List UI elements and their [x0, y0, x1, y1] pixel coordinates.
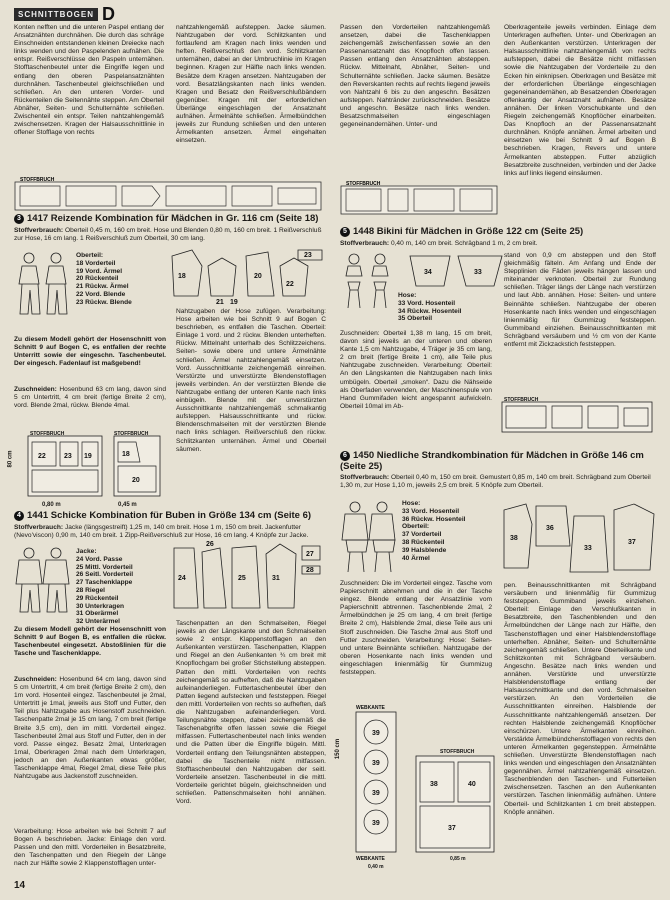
part-item: 28 Riegel — [76, 586, 105, 594]
section-3-model-sketch — [14, 250, 72, 325]
part-item: 33 Vord. Hosenteil — [398, 299, 456, 307]
part-item: 25 Mittl. Vorderteil — [76, 563, 133, 571]
svg-text:19: 19 — [84, 453, 92, 460]
section-5-fold-label: STOFFBRUCH — [504, 397, 539, 403]
svg-text:39: 39 — [372, 820, 380, 827]
section-4-material — [14, 524, 326, 540]
part-item: 35 Oberteil — [398, 315, 433, 323]
svg-text:40: 40 — [468, 781, 476, 788]
section-6-title-text: 1450 Niedliche Strandkombination für Mädchen in Größe 146 cm (Seite 25) — [340, 450, 644, 472]
svg-text:37: 37 — [628, 539, 636, 546]
section-6-dim-width-2: 0,85 m — [450, 856, 466, 862]
section-4-verarbeitung: Verarbeitung: Hose arbeiten wie bei Schnitt 7 auf Bogen A beschrieben. Jacke: Einlage den vord. Passen und den mittl. Vorderteilen in Besatzbreite, den Taschenpatten und den Riegeln der Länge nach zur Hälfte sowie 2 Klappenstofflagen unter- — [14, 828, 166, 868]
section-6-model-sketch — [340, 500, 398, 579]
section-5-material — [340, 240, 656, 248]
part-item: 33 Vord. Hosenteil — [402, 507, 460, 515]
section-3-material — [14, 227, 324, 243]
section-3-instructions: Nahtzugaben der Hose zufügen. Verarbeitung: Hose arbeiten wie bei Schnitt 9 auf Bogen C beschrieben, es entfallen die Taschen. Oberteil: Einlage 1 vord. und 2 rückw. Blenden unterheften. Rückw. Mittelnaht unterhalb des Schlitzzeichens. Seiten- sowie obere und untere Ärmelnähte schließen. Ärmel nahtzahlengemäß einsetzen. Vord. Ausschnittkante zeichengemäß einreihen. Verstürzte und unverstürzte Blendenstofflagen jeweils verbinden. An der verstürzten Blende die Nahtzugabe entlang der unteren Kante nach links einbügeln. Blende mit der unverstürzten Ausschnittkante nahtzahlengemäß schmalkantig aufsteppen. Halsausschnittkante und rückw. Blendenschmalseiten mit der verstürzten Blende nach links schlagen. Reißverschluß den rückw. Schlitzkanten unternähen. Ärmel und Oberteil säumen. — [176, 308, 326, 453]
svg-text:19: 19 — [230, 299, 238, 306]
svg-text:38: 38 — [510, 535, 518, 542]
svg-text:25: 25 — [238, 575, 246, 582]
part-item: 39 Halsblende — [402, 546, 447, 554]
header-tag: SCHNITTBOGEN — [14, 8, 98, 21]
section-3-dim-width-2: 0,45 m — [118, 502, 137, 508]
svg-text:23: 23 — [64, 453, 72, 460]
section-6-weband-label-top: WEBKANTE — [356, 705, 385, 711]
part-item: 23 Rückw. Blende — [76, 298, 132, 306]
section-4-instructions: Taschenpatten an den Schmalseiten, Riegel jeweils an der Längskante und den Schmalseiten sowie 2 entspr. Klappenstofflagen an den Außenkanten verstürzen. Taschenpatten, Klappen und Riegel an den Außenkanten ¾ cm breit mit Knopflochgarn bei großer Stichstellung absteppen. Patten den mittl. Vorderteilen von rechts zeichengemäß so aufheften, daß die Nahtzugaben aufeinanderliegen. Futtertaschenbeutel über den Patten liegend aufstecken und feststeppen. Riegel den mittl. Vorderteilen von rechts so aufheften, daß die Nahtzugaben aufeinanderliegen. Vord. Teilungsnähte steppen, dabei zeichengemäß die Taschenabgrifte offen lassen sowie die Riegel mitfassen. Futtertaschenbeutel nach links wenden und die Patten über die Eingriffe bügeln. Mittl. Vorderteil entlang den Teilungsnähten absteppen, dabei die Taschenteile nicht mitfassen. Stofftaschenbeutel den Nahtzugaben der seitl. Vorderteile ansetzen. Taschenbeutel in die mittl. Vorderteile gerichtet bügeln, gleichschneiden und schließen. Pattenschmalseiten hohl annähen. Vord. — [176, 620, 326, 806]
header-letter: D — [102, 4, 115, 24]
section-3-title-text: 1417 Reizende Kombination für Mädchen in Gr. 116 cm (Seite 18) — [27, 213, 319, 224]
svg-text:34: 34 — [424, 269, 432, 276]
section-6-weband-label-bottom: WEBKANTE — [356, 856, 385, 862]
section-3-zuschneiden — [14, 386, 166, 430]
top-layout-strip-right — [340, 180, 500, 218]
section-4-title-text: 1441 Schicke Kombination für Buben in Größe 134 cm (Seite 6) — [27, 510, 312, 521]
svg-text:39: 39 — [372, 730, 380, 737]
top-column-1: Konten nefften und die unteren Paspel entlang der Ansatznähten durchnähen. Die durch das schräge Einschneiden entstandenen kleinen Dreiecke nach links wenden und den Paspelenden aufnähen. Die entspr. Reißverschlüsse den Paspeln unternähen. Stofftaschenbeutel unter die Eingriffe legen und entlang den oberen Paspelansatznähten durchnähen. Taschenbeutel gleichschließen und schließen. An den unteren Vorder- und Rückenteilen die Seitennähte steppen. Am Oberteil Abnäher, Seiten- und Schulternähte schließen. Zwischenteil ein entspr. Teilen nahtzahlengemäß zwischensetzen. Kragen der Halsausschnittlinie in offener Stofflage von rechts — [14, 24, 164, 137]
section-6-parts-title: Hose: — [402, 500, 421, 507]
svg-text:STOFFBRUCH: STOFFBRUCH — [346, 181, 381, 187]
part-item: 22 Vord. Blende — [76, 290, 126, 298]
section-5-zuschneiden: Zuschneiden: Oberteil 1,38 m lang, 15 cm breit, davon sind jeweils an der unteren und oberen Kante 1,5 cm Nahtzugabe, 4 Träger je 35 cm lang, 2 cm breit (fertige Breite 1 cm), alle Teile plus Nahtzugabe zuschneiden. Verarbeitung: Oberteil: An den Längskanten die Nahtzugaben nach links umbügeln. Oberteil „smoken“. Dazu die Nähseide als Oberfaden verwenden, der Maschinenspule von Hand Gummifaden leicht angespannt aufwickeln. Oberteil 10mal im Ab- — [340, 330, 492, 410]
section-4-material-label: Stoffverbrauch: — [14, 524, 64, 531]
section-3-parts-title: Oberteil: — [76, 252, 104, 259]
section-3-cutting-layout — [14, 430, 169, 506]
section-3-zuschneiden-text: Hosenbund 63 cm lang, davon sind 5 cm Untertritt, 4 cm breit (fertige Breite 2 cm), vord. Blende 2mal, rückw. Blende 4mal. — [14, 386, 166, 410]
section-6-material-text: Oberteil 0,40 m, 150 cm breit. Gemustert 0,85 m, 140 cm breit. Schrägband zum Oberteil 1,30 m, zur Hose 1,10 m, jeweils 2,5 cm breit. 5 Knöpfe zum Oberteil. — [340, 474, 651, 489]
svg-text:STOFFBRUCH: STOFFBRUCH — [114, 431, 149, 437]
section-4-note: Zu diesem Modell gehört der Hosenschnitt von Schnitt 9 auf Bogen B, es entfallen die rückw. Taschenbeutel eingesetzt. Abstoßlinien für die Tasche und Taschenklappe. — [14, 626, 166, 658]
section-6-pattern-pieces — [500, 500, 658, 580]
section-5-parts-title: Hose: — [398, 292, 417, 299]
svg-text:18: 18 — [122, 451, 130, 458]
section-4-material-text: Jacke (längsgestreift) 1,25 m, 140 cm breit. Hose 1 m, 150 cm breit. Jackenfutter (Nevo'viscon) 0,90 m, 140 cm breit. 1 Zipp-Reißverschluß zur Hose, 16 cm lang. 4 Knöpfe zur Jacke. — [14, 524, 309, 539]
part-item: 21 Rückw. Ärmel — [76, 283, 129, 291]
section-3-dim-height: 80 cm — [7, 450, 14, 468]
top-layout-strip-left — [14, 176, 324, 214]
part-item: 29 Rückenteil — [76, 594, 119, 602]
section-5-title — [340, 226, 583, 237]
section-6-material — [340, 474, 656, 490]
svg-text:18: 18 — [178, 273, 186, 280]
svg-text:31: 31 — [272, 575, 280, 582]
section-5-instructions: stand von 0,9 cm absteppen und den Stoff gleichmäßig fälteln. Am Anfang und Ende der Stepplinien die Fäden jeweils hängen lassen und miteinander verknoten. Oberteil zur Rundung schließen. Träger längs der Länge nach verstürzen und laut Abb. annähen. Hose: Seiten- und untere Beinnähte schließen. Nahtzugabe der oberen Hosenkante nach links wenden und eingeschlagen linienmäßig für Gummizug feststeppen. Gummiband einziehen. Beinausschnittkanten mit Schrägband versäubern und ½ cm von der Kante entfernt mit Zickzackstich feststeppen. — [504, 252, 656, 349]
section-3-dim-width-1: 0,80 m — [42, 502, 61, 508]
section-5-material-text: 0,40 m, 140 cm breit. Schrägband 1 m, 2 cm breit. — [390, 240, 538, 247]
section-4-parts-list — [76, 548, 133, 626]
section-3-zuschneiden-label: Zuschneiden: — [14, 386, 57, 393]
section-5-number: 5 — [340, 227, 350, 237]
svg-text:STOFFBRUCH: STOFFBRUCH — [20, 177, 55, 183]
section-6-dim-width: 0,40 m — [368, 864, 384, 870]
svg-text:37: 37 — [448, 825, 456, 832]
svg-text:36: 36 — [546, 525, 554, 532]
page-header — [14, 6, 115, 22]
section-6-zuschneiden: Zuschneiden: Die im Vorderteil eingez. Tasche vom Papierschnitt abnehmen und die in der Tasche eingez. Blende entlang der Ansatzlinie vom Papierschnitt abtrennen. Taschenblende 2mal, 2 Ärmelbündchen je 25 cm lang, 4 cm breit (fertige Breite 2 cm), Halsblende 2mal, diese Teile aus uni Stoff zuschneiden. Die Tasche 2mal aus Stoff und Futter zuschneiden. Verarbeitung: Hose: Seiten- und untere Beinnähte schließen. Nahtzugabe der oberen Hosenkante nach links wenden und eingeschlagen linienmäßig für Gummizug feststeppen. — [340, 580, 492, 677]
section-6-dim-height: 150 cm — [335, 738, 342, 760]
section-4-title — [14, 510, 311, 521]
section-6-cutting-layout — [340, 700, 500, 870]
section-4-zuschneiden-text: Hosenbund 64 cm lang, davon sind 5 cm Untertritt, 4 cm breit (fertige Breite 2 cm), den 1m vord. Hosenteil eingez. Taschenbeutel je 2mal, Untertritt je 1mal, jeweils aus Stoff und Futter, den Teil plus Nahtzugabe aus Hosenstoff zuschneiden. Taschenpatte 2mal je 15 cm lang, 7 cm breit (fertige Breite 3,5 cm), den im mittl. Vorderteil eingez. Taschenbeutel 2mal aus Stoff und Futter, den in der vord. Passe eingez. Besatz 2mal, Unterkragen 1mal, Oberkragen 2mal nach dem Unterkragen, jedoch an den Außenkanten etwas größer, Taschenklappe 4mal, Riegel 2mal, diese Teile plus Nahtzugabe aus Jackenstoff zuschneiden. — [14, 676, 166, 781]
part-item: 20 Rückenteil — [76, 275, 119, 283]
section-5-parts-list — [398, 292, 462, 323]
section-3-title — [14, 213, 318, 224]
section-3-number: 3 — [14, 214, 24, 224]
section-6-fold-label: STOFFBRUCH — [440, 749, 475, 755]
part-item: 24 Vord. Passe — [76, 555, 123, 563]
svg-text:26: 26 — [206, 541, 214, 548]
section-6-number: 6 — [340, 451, 350, 461]
part-item: 31 Oberärmel — [76, 610, 119, 618]
section-3-material-text: Oberteil 0,45 m, 160 cm breit. Hose und Blenden 0,80 m, 160 cm breit. 1 Reißverschluß zur Hose, 16 cm lang. 1 Reißverschluß zum Oberteil, 30 cm lang. — [14, 227, 322, 242]
section-6-parts-list — [402, 500, 466, 562]
svg-text:28: 28 — [306, 567, 314, 574]
svg-text:22: 22 — [286, 281, 294, 288]
section-5-pattern-pieces — [406, 252, 506, 292]
section-3-pattern-pieces — [168, 246, 326, 308]
section-4-pattern-pieces — [168, 540, 326, 618]
part-item: 36 Rückw. Hosenteil — [402, 515, 466, 523]
section-4-zuschneiden-label: Zuschneiden: — [14, 676, 57, 683]
part-item: 19 Vord. Ärmel — [76, 267, 123, 275]
part-item: 34 Rückw. Hosenteil — [398, 307, 462, 315]
svg-text:27: 27 — [306, 551, 314, 558]
section-5-material-label: Stoffverbrauch: — [340, 240, 390, 247]
section-5-title-text: 1448 Bikini für Mädchen in Größe 122 cm (Seite 25) — [353, 226, 584, 237]
svg-text:24: 24 — [178, 575, 186, 582]
section-6-title — [340, 450, 656, 472]
part-item: 32 Unterärmel — [76, 618, 120, 626]
svg-text:21: 21 — [216, 299, 224, 306]
part-item: 27 Taschenklappe — [76, 579, 133, 587]
section-3-note: Zu diesem Modell gehört der Hosenschnitt von Schnitt 9 auf Bogen C, es entfallen der rechte Unterritt sowie der eingeschn. Taschenbeutel. Der eingesch. Fadenlauf ist maßgebend! — [14, 336, 166, 368]
part-item: 38 Rückenteil — [402, 538, 445, 546]
section-6-material-label: Stoffverbrauch: — [340, 474, 390, 481]
svg-text:33: 33 — [474, 269, 482, 276]
section-5-model-sketch — [340, 252, 396, 315]
part-item: 30 Unterkragen — [76, 602, 125, 610]
svg-text:39: 39 — [372, 790, 380, 797]
section-5-cutting-layout — [500, 396, 656, 436]
svg-text:23: 23 — [304, 252, 312, 259]
part-item: 37 Vorderteil — [402, 531, 442, 539]
svg-text:39: 39 — [372, 760, 380, 767]
svg-text:38: 38 — [430, 781, 438, 788]
top-column-3: Passen den Vorderteilen nahtzahlengemäß ansetzen, dabei die Taschenklappen zeichengemäß zwischenfassen sowie an den Passenansatznaht das Knopfloch offen lassen. Passen entlang den Ansatznähten absteppen. Rückw. Mittelnaht, Abnäher, Seiten- und Schulternähte schließen. Jacke säumen. Besätze den Reverskanten rechts auf rechts liegend jeweils von Nahtzahl 6 bis zu den angeschn. Besätzen aufsteppen. Nahtränder zurückschneiden. Besätze und angeschn. Besätze nach links wenden. Besatzschmalseiten eingeschlagen gegeneinandernähen. Unter- und — [340, 24, 490, 129]
top-column-2: nahtzahlengemäß aufsteppen. Jacke säumen. Nahtzugaben der vord. Schlitzkanten und fortlaufend am Kragen nach links wenden und heften. Reißverschluß den vord. Schlitzkanten unternähen, dabei an der Umbruchlinie im Kragen beginnen. Kragen zur Hälfte nach links wenden. Besätze dem Kragen ansetzen. Nahtzugaben der vord. Besatzlängskanten nach links wenden. Kragen und Besatz den Reißverschlußbändern gegenüber. Kragen mit der erforderlichen Überlänge eingeschlagen der Ansatznaht aufnähen. Ärmelnähte schließen. Ärmelbündchen jeweils zur Rundung schließen und den unteren Ärmelkanten ansetzen. Ärmel eingehalten einsetzen. — [176, 24, 326, 145]
part-item: 40 Ärmel — [402, 554, 430, 562]
svg-text:20: 20 — [254, 273, 262, 280]
part-item: 18 Vorderteil — [76, 259, 116, 267]
section-3-material-label: Stoffverbrauch: — [14, 227, 64, 234]
svg-text:STOFFBRUCH: STOFFBRUCH — [30, 431, 65, 437]
section-4-parts-title: Jacke: — [76, 548, 97, 555]
page-number: 14 — [14, 880, 26, 891]
svg-text:20: 20 — [132, 477, 140, 484]
part-item: Oberteil: — [402, 523, 430, 531]
section-6-instructions: pen. Beinausschnittkanten mit Schrägband versäubern und linienmäßig für Gummizug feststeppen. Gummiband jeweils einziehen. Oberteil: Einlage den Verschlußkanten in Besatzbreite, den Taschenblenden und den Ärmelbündchen der Länge nach zur Hälfte, den Taschenstofflagen und einer Halsblendenstofflage unterheften. Abnäher, Seiten- und Schulternähte zeichengemäß schließen. Untere Oberteilkante und Schlitzkonten mit Schrägband versäubern. Angeschn. Besätze nach links wenden und annähen. Verstürkte und unverstürzte Halsblendenstofflage entlang der Halsausschnittkante und den vord. Schmalseiten verstürzen. An den Vorderteilen die Ausschnittkanten einreihen. Halsblende der Ausschnittkante nahtzahlengemäß ansetzen. Der rechten Halsblende zeichengemäß Knopflöcher einschürzen. Untere Ärmelkanten einreihen. Verstärkte Ärmelbündchenstofflagen von rechts den unteren Ärmelkanten gegensteppen. Ärmelnähte schließen. Unverstürzte Blendenstofflagen nach links wenden und eingeschlagen den Ansatznähten gegennähen. Ärmel nahtzahlengemäß einsetzen. Taschenblenden den Taschen- und Futterteilen zwischensetzen. Taschen an den Außenkanten verstürzen. Taschen linienmäßig aufnähen. Untere Oberteil- und Schlitzkanten 1 cm breit absteppen. Knöpfe annähen. — [504, 582, 656, 816]
section-4-model-sketch — [14, 546, 72, 621]
svg-text:22: 22 — [38, 453, 46, 460]
section-4-number: 4 — [14, 511, 24, 521]
top-column-4: Oberkragenteile jeweils verbinden. Einlage dem Unterkragen aufheften. Unter- und Oberkragen an den Außenkanten verstürzen. Unterkragen der Halsausschnittlinie nahtzahlengemäß von rechts aufsteppen, dabei die Besätze nicht mitfassen sowie die Nahtzugaben der Vorderteile zu den Ecken hin einknipsen. Oberkragen und Besätze mit der erforderlichen Überlänge eingeschlagen gegeneinandernähen, ab Besatzenden Oberkragen offenkantig der Ansatznaht aufnähen. Besätze annähen. Der linken Vorschubkante und den Riegeln zeichengemäß Knopflöcher einarbeiten. Das Knopfloch an der Passenansatznaht durchnähen. Knöpfe annähen. Ärmel arbeiten und einsetzen wie bei Schnitt 9 auf Bogen B beschrieben. Kragen, Revers und untere Ärmelkanten absteppen. Futter abzüglich Besatzbreite zuschneiden, verbinden und der Jacke links auf links liegend einsäumen. — [504, 24, 656, 177]
section-4-zuschneiden — [14, 676, 166, 826]
section-3-parts-list — [76, 252, 132, 307]
part-item: 26 Seitl. Vorderteil — [76, 571, 134, 579]
svg-text:33: 33 — [584, 545, 592, 552]
